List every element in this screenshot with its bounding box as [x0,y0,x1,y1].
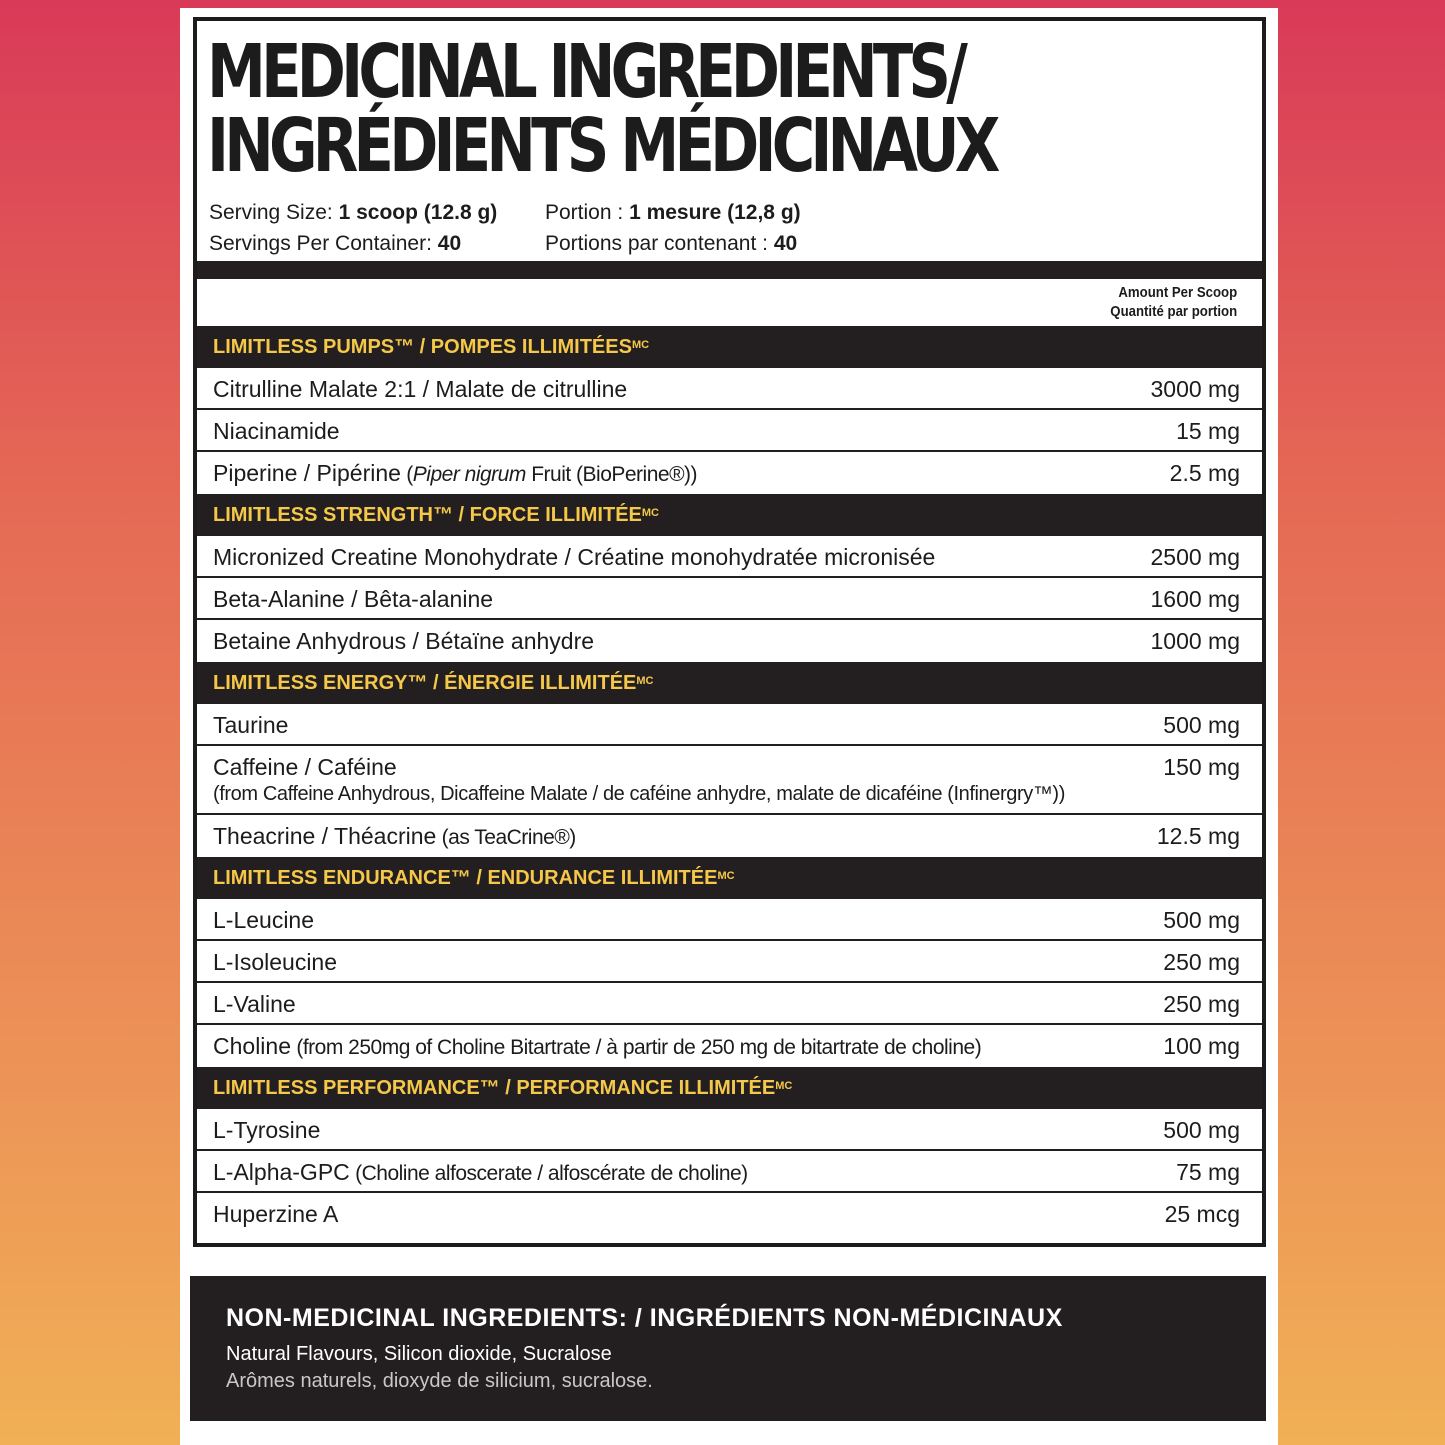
ingredient-name [213,376,627,402]
ingredient-name [213,418,340,444]
section-title-text: LIMITLESS STRENGTH™ / FORCE ILLIMITÉE [213,504,642,526]
ingredient-row [197,746,1262,815]
ingredient-amount: 500 mg [1163,1117,1240,1143]
ingredient-row [197,1025,1262,1067]
ingredient-row [197,941,1262,983]
serving-size-value-fr: 1 mesure (12,8 g) [629,201,801,224]
ingredient-row [197,410,1262,452]
non-medicinal-ingredients-box [190,1276,1266,1421]
ingredient-row [197,1193,1262,1235]
non-medicinal-title: NON-MEDICINAL INGREDIENTS: / INGRÉDIENTS NON-MÉDICINAUX [226,1304,1063,1332]
non-medicinal-list-en: Natural Flavours, Silicon dioxide, Sucralose [226,1343,612,1365]
servings-per-container-label-fr: Portions par contenant : [545,232,768,255]
ingredient-name-text: Beta-Alanine / Bêta-alanine [213,586,494,612]
section-title [213,336,649,358]
label-title [207,29,1047,189]
ingredient-note [401,463,697,486]
ingredient-row [197,899,1262,941]
ingredient-amount: 25 mcg [1164,1201,1240,1227]
section-title [213,1077,792,1099]
ingredient-name [213,1117,320,1143]
section-title-text: LIMITLESS ENERGY™ / ÉNERGIE ILLIMITÉE [213,672,637,694]
ingredient-amount: 150 mg [1163,754,1240,780]
ingredient-amount: 500 mg [1163,712,1240,738]
section-title-text: LIMITLESS PERFORMANCE™ / PERFORMANCE ILLIMITÉE [213,1077,776,1099]
ingredient-name [213,907,314,933]
amount-header-fr: Quantité par portion [1110,303,1237,320]
ingredient-name [213,949,337,975]
ingredient-row [197,704,1262,746]
ingredient-name-text: Betaine Anhydrous / Bétaïne anhydre [213,628,595,654]
non-medicinal-list-fr: Arômes naturels, dioxyde de silicium, sucralose. [226,1370,653,1392]
trademark-mark: MC [641,507,659,519]
section-title [213,867,735,889]
servings-per-container-label-en: Servings Per Container: [209,232,432,255]
serving-size-label-fr: Portion : [545,201,624,224]
ingredient-amount: 1600 mg [1150,586,1240,612]
ingredient-name [213,1159,748,1187]
ingredient-name [213,754,397,780]
ingredient-row [197,578,1262,620]
note-rest: Fruit (BioPerine®)) [525,463,698,486]
ingredient-amount: 500 mg [1163,907,1240,933]
ingredient-amount: 15 mg [1176,418,1240,444]
section-title-text: LIMITLESS PUMPS™ / POMPES ILLIMITÉES [213,336,632,358]
ingredient-row [197,536,1262,578]
ingredient-name-text: L-Isoleucine [213,949,338,975]
ingredient-name [213,628,594,654]
ingredient-source-note: (from Caffeine Anhydrous, Dicaffeine Malate / de caféine anhydre, malate de dicaféine (Infinergry™)) [213,783,1065,805]
serving-size-label-en: Serving Size: [209,201,333,224]
section-title [213,672,653,694]
ingredient-name-text: L-Tyrosine [213,1117,321,1143]
ingredient-name-text: Caffeine / Caféine [213,754,397,780]
ingredient-name-text: Piperine / Pipérine [213,460,401,486]
ingredient-row [197,620,1262,662]
servings-per-container-value-fr: 40 [773,232,798,255]
ingredient-name [213,991,296,1017]
ingredient-name [213,544,935,570]
ingredient-name [213,1201,338,1227]
ingredient-name-text: Theacrine / Théacrine [213,823,437,849]
section-title-text: LIMITLESS ENDURANCE™ / ENDURANCE ILLIMITÉE [213,867,718,889]
ingredient-amount: 250 mg [1163,949,1240,975]
serving-info-en [209,197,497,259]
ingredient-row [197,1109,1262,1151]
ingredient-row [197,983,1262,1025]
title-line-fr: INGRÉDIENTS MÉDICINAUX [207,103,996,189]
ingredient-row [197,452,1262,494]
section-header [197,494,1262,536]
ingredient-amount: 2.5 mg [1169,460,1240,486]
header-divider-bar [197,261,1262,279]
note-open-paren: ( [406,463,413,486]
botanical-name: Piper nigrum [412,463,526,486]
ingredient-note: (as TeaCrine®) [436,826,576,849]
ingredient-note: (Choline alfoscerate / alfoscérate de choline) [349,1162,748,1185]
section-title [213,504,659,526]
ingredient-note: (from 250mg of Choline Bitartrate / à partir de 250 mg de bitartrate de choline) [291,1036,982,1059]
trademark-mark: MC [631,339,650,351]
title-line-en: MEDICINAL INGREDIENTS/ [207,29,964,115]
amount-header-en: Amount Per Scoop [1118,284,1237,301]
ingredient-name [213,1033,981,1061]
ingredient-row [197,1151,1262,1193]
ingredient-name [213,460,697,488]
ingredient-row [197,368,1262,410]
ingredient-name-text: Micronized Creatine Monohydrate / Créatine monohydratée micronisée [213,544,936,570]
ingredient-name-text: L-Alpha-GPC [213,1159,350,1185]
section-header [197,326,1262,368]
section-header [197,857,1262,899]
ingredient-amount: 3000 mg [1150,376,1240,402]
servings-per-container-value-en: 40 [437,232,462,255]
trademark-mark: MC [636,675,654,687]
amount-per-scoop-header [1110,283,1237,321]
ingredient-row [197,815,1262,857]
ingredient-name-text: Niacinamide [213,418,340,444]
ingredient-amount: 12.5 mg [1156,823,1240,849]
ingredient-name-text: Choline [213,1033,291,1059]
serving-size-value-en: 1 scoop (12.8 g) [338,201,498,224]
ingredient-name-text: Huperzine A [213,1201,339,1227]
trademark-mark: MC [775,1080,793,1092]
ingredient-amount: 100 mg [1163,1033,1240,1059]
section-header [197,662,1262,704]
trademark-mark: MC [717,870,735,882]
ingredient-name-text: L-Leucine [213,907,315,933]
ingredient-name [213,823,576,851]
ingredient-amount: 2500 mg [1150,544,1240,570]
ingredient-amount: 1000 mg [1150,628,1240,654]
medicinal-ingredients-table [193,17,1266,1247]
ingredient-name [213,586,493,612]
ingredient-name-text: Citrulline Malate 2:1 / Malate de citrulline [213,376,628,402]
ingredient-name-text: L-Valine [213,991,296,1017]
ingredient-name-text: Taurine [213,712,289,738]
section-header [197,1067,1262,1109]
ingredient-amount: 75 mg [1176,1159,1240,1185]
ingredient-name [213,712,288,738]
ingredient-amount: 250 mg [1163,991,1240,1017]
serving-info-fr [545,197,801,259]
